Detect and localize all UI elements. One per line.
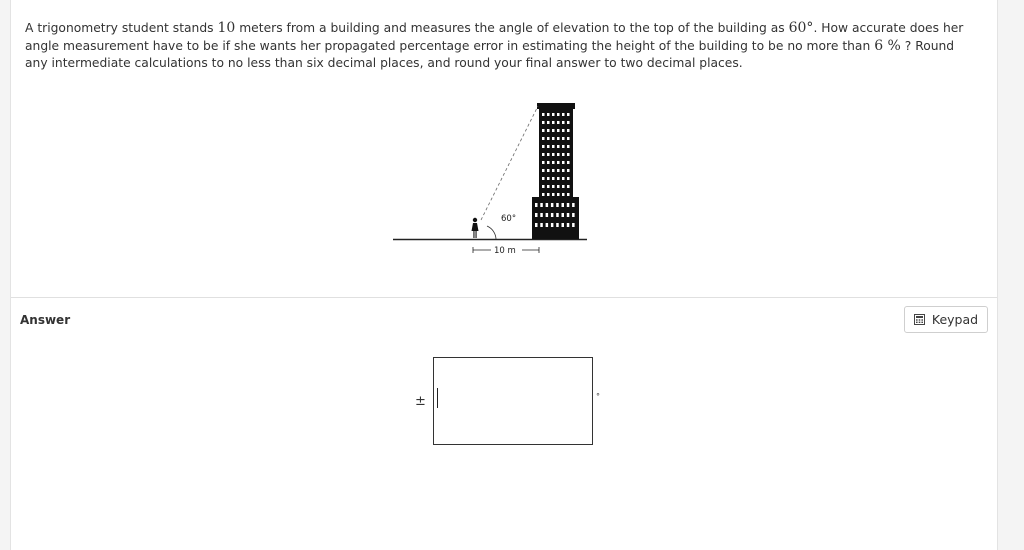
building-window — [562, 137, 565, 140]
building-window — [542, 129, 545, 132]
building-window — [567, 137, 570, 140]
building-window — [547, 169, 550, 172]
building-window — [552, 185, 555, 188]
building-diagram — [391, 96, 611, 266]
building-window — [562, 177, 565, 180]
building-window — [551, 213, 554, 217]
percent-value: 6 % — [874, 37, 901, 54]
building-window — [567, 161, 570, 164]
building-base — [532, 197, 579, 239]
building-window — [572, 213, 575, 217]
building-window — [542, 121, 545, 124]
building-window — [547, 145, 550, 148]
building-window — [552, 121, 555, 124]
person-figure — [472, 218, 479, 238]
building-window — [552, 177, 555, 180]
building-window — [542, 193, 545, 196]
building-window — [547, 137, 550, 140]
building-window — [551, 203, 554, 207]
building-window — [567, 145, 570, 148]
building-window — [562, 153, 565, 156]
building-window — [546, 203, 549, 207]
building-window — [542, 145, 545, 148]
question-text — [25, 20, 965, 73]
section-divider — [11, 297, 997, 298]
sight-line — [481, 106, 538, 220]
building-window — [567, 113, 570, 116]
building-window — [552, 145, 555, 148]
building-window — [547, 185, 550, 188]
building-window — [557, 113, 560, 116]
building-window — [567, 169, 570, 172]
building-window — [557, 185, 560, 188]
building-window — [552, 129, 555, 132]
building-window — [547, 177, 550, 180]
building-window — [552, 193, 555, 196]
building-window — [557, 145, 560, 148]
plus-minus-symbol: ± — [415, 394, 426, 409]
question-part-3: . How accurate does her angle measurement have to be if she wants her propagated percentage error in estimating the height of the building to be no more than — [25, 21, 964, 53]
question-card — [10, 0, 998, 550]
building-window — [547, 121, 550, 124]
building-window — [572, 223, 575, 227]
building-window — [562, 169, 565, 172]
building-window — [535, 223, 538, 227]
building-window — [540, 203, 543, 207]
building-window — [562, 113, 565, 116]
figure-distance-label: 10 m — [494, 246, 516, 256]
building-window — [546, 223, 549, 227]
building-window — [562, 185, 565, 188]
text-cursor — [437, 388, 438, 408]
building-window — [540, 223, 543, 227]
building-window — [562, 161, 565, 164]
answer-label: Answer — [20, 313, 71, 327]
building-window — [567, 177, 570, 180]
angle-arc — [487, 226, 496, 239]
building-window — [562, 223, 565, 227]
building-window — [562, 213, 565, 217]
building-window — [535, 213, 538, 217]
building-window — [542, 113, 545, 116]
building-window — [547, 129, 550, 132]
building-window — [567, 193, 570, 196]
building-window — [542, 161, 545, 164]
building-window — [547, 153, 550, 156]
building-window — [557, 121, 560, 124]
building-roof — [537, 103, 575, 109]
keypad-button-label: Keypad — [931, 312, 979, 327]
building-window — [567, 121, 570, 124]
keypad-icon — [914, 314, 925, 325]
building-window — [557, 169, 560, 172]
building-window — [557, 193, 560, 196]
building-window — [542, 169, 545, 172]
building-window — [557, 129, 560, 132]
building-window — [562, 193, 565, 196]
building-window — [542, 185, 545, 188]
building-window — [562, 129, 565, 132]
keypad-button[interactable] — [904, 306, 988, 333]
building-window — [552, 161, 555, 164]
building-window — [567, 153, 570, 156]
building-window — [552, 137, 555, 140]
building-window — [572, 203, 575, 207]
building-window — [556, 203, 559, 207]
question-part-4: ? Round any intermediate calculations to no less than six decimal places, and round your final answer to two decimal places. — [25, 38, 955, 70]
building-window — [552, 153, 555, 156]
answer-input[interactable] — [433, 357, 593, 445]
building-window — [557, 153, 560, 156]
angle-value: 60° — [788, 20, 814, 36]
building-window — [542, 153, 545, 156]
building-window — [557, 161, 560, 164]
building-window — [567, 213, 570, 217]
building-window — [551, 223, 554, 227]
building-window — [542, 177, 545, 180]
building-window — [557, 177, 560, 180]
building-window — [567, 129, 570, 132]
building-window — [547, 113, 550, 116]
building-window — [557, 137, 560, 140]
building-window — [567, 203, 570, 207]
building-window — [562, 145, 565, 148]
question-part-1: A trigonometry student stands — [25, 21, 218, 35]
building-window — [567, 185, 570, 188]
degree-suffix: ° — [596, 392, 600, 401]
building-window — [547, 161, 550, 164]
building-window — [552, 113, 555, 116]
building-window — [556, 213, 559, 217]
building-window — [552, 169, 555, 172]
building-window — [562, 121, 565, 124]
building-window — [540, 213, 543, 217]
distance-value: 10 — [217, 20, 236, 36]
building-window — [567, 223, 570, 227]
figure-angle-label: 60° — [501, 214, 517, 224]
building-window — [562, 203, 565, 207]
building-window — [556, 223, 559, 227]
building-window — [546, 213, 549, 217]
building-window — [535, 203, 538, 207]
question-part-2: meters from a building and measures the angle of elevation to the top of the building as — [235, 21, 789, 35]
building-window — [547, 193, 550, 196]
building-window — [542, 137, 545, 140]
